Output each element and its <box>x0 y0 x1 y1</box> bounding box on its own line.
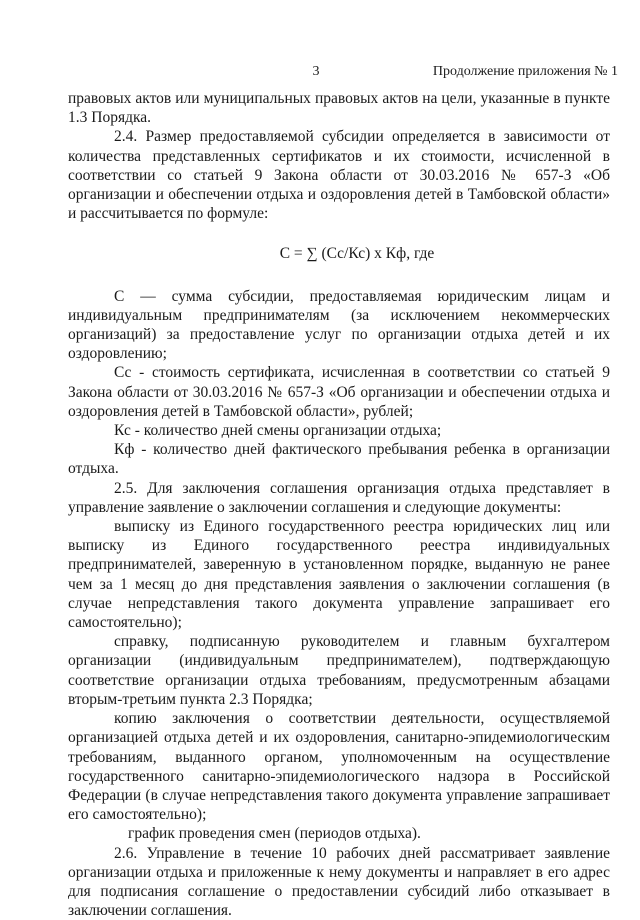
document-item-certificate: справку, подписанную руководителем и главным бухгалтером организации (индивидуальным предпринимателем), подтверждающую соответствие организации отдыха требованиям, предусмотренным абзацами вторым-третьим пункта 2.3 Порядка; <box>68 633 610 708</box>
page-number: 3 <box>312 64 320 79</box>
appendix-note: Продолжение приложения № 1 <box>432 64 618 79</box>
document-body <box>68 89 610 920</box>
definition-c: С — сумма субсидии, предоставляемая юридическим лицам и индивидуальным предпринимателям (за исключением некоммерческих организаций) за предоставление услуг по организации отдыха детей и их оздоровлению; <box>68 287 610 363</box>
paragraph-2-4: 2.4. Размер предоставляемой субсидии определяется в зависимости от количества представленных сертификатов и их стоимости, исчисленной в соответствии со статьей 9 Закона области от 30.03.2016 № 657-З «Об организации и обеспечении отдыха и оздоровления детей в Тамбовской области» и рассчитывается по формуле: <box>68 128 610 223</box>
definition-kc: Кс - количество дней смены организации отдыха; <box>114 422 442 440</box>
definition-kf: Кф - количество дней фактического пребывания ребенка в организации отдыха. <box>68 441 610 478</box>
document-item-schedule: график проведения смен (периодов отдыха). <box>128 825 421 843</box>
paragraph-continuation: правовых актов или муниципальных правовых актов на цели, указанные в пункте 1.3 Порядка. <box>68 90 610 127</box>
definition-cc: Сс - стоимость сертификата, исчисленная в соответствии со статьей 9 Закона области от 30.03.2016 № 657-З «Об организации и обеспечении отдыха и оздоровления детей в Тамбовской области», рублей; <box>68 364 610 420</box>
paragraph-2-6: 2.6. Управление в течение 10 рабочих дней рассматривает заявление организации отдыха и приложенные к нему документы и направляет в его адрес для подписания соглашение о предоставлении субсидий либо отказывает в заключении соглашения. <box>68 844 610 920</box>
subsidy-formula: С = ∑ (Сс/Кс) х Кф, где <box>279 245 435 263</box>
paragraph-2-5: 2.5. Для заключения соглашения организация отдыха представляет в управление заявление о заключении соглашения и следующие документы: <box>68 479 610 516</box>
document-item-extract: выписку из Единого государственного реестра юридических лиц или выписку из Единого государственного реестра индивидуальных предпринимателей, заверенную в установленном порядке, выданную не ранее чем за 1 месяц до дня представления заявления о заключении соглашения (в случае непредставления такого документа управление запрашивает его самостоятельно); <box>68 518 610 632</box>
document-item-conclusion-copy: копию заключения о соответствии деятельности, осуществляемой организацией отдыха детей и их оздоровления, санитарно-эпидемиологическим требованиям, выданного органом, уполномоченным на осуществление государственного санитарно-эпидемиологического надзора в Российской Федерации (в случае непредставления такого документа управление запрашивает его самостоятельно); <box>68 710 610 824</box>
